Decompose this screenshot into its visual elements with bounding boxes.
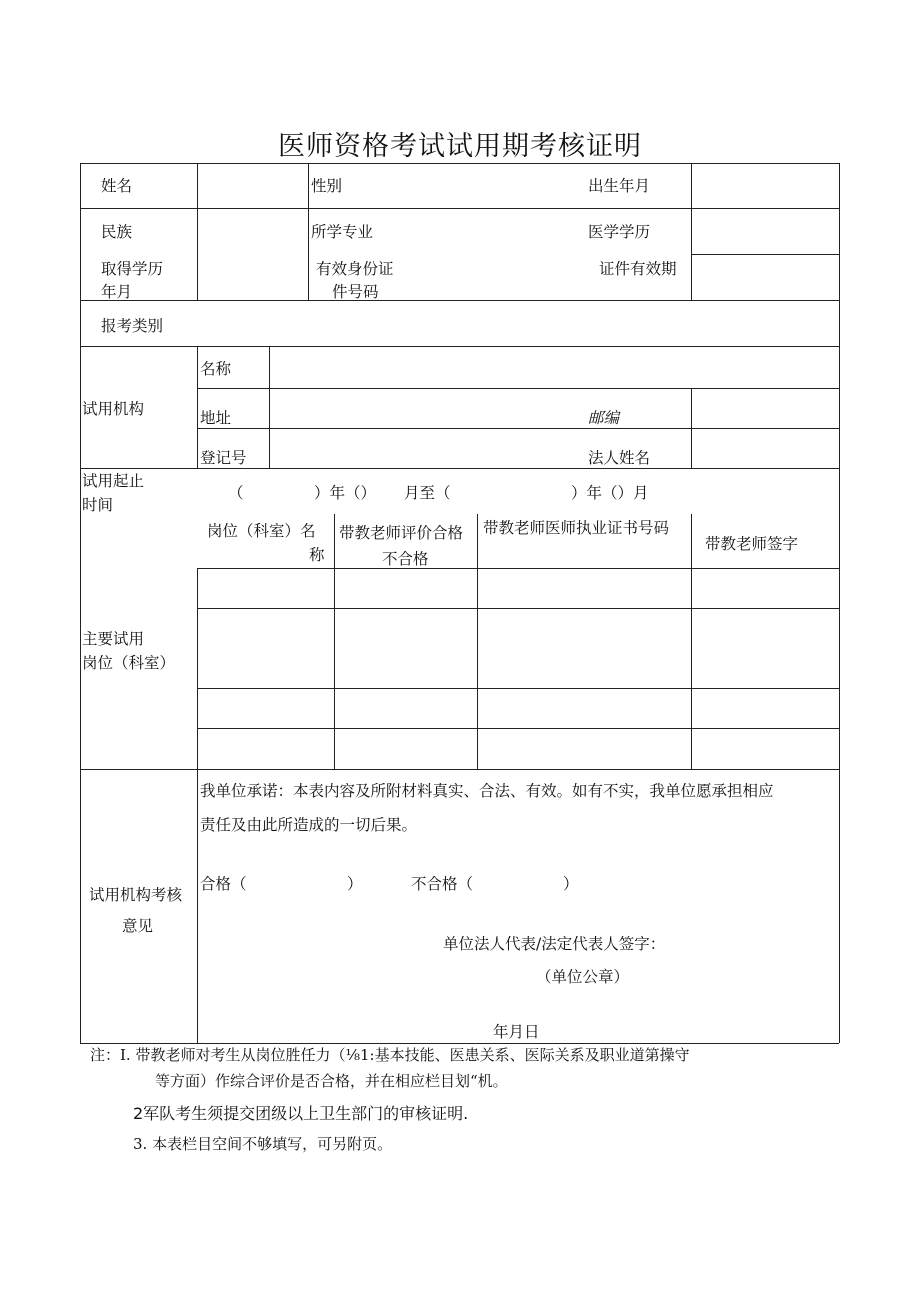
col-sign: 带教老师签字 <box>705 535 799 553</box>
rule <box>80 468 839 469</box>
rule <box>839 163 840 1043</box>
note-1-cont: 等方面）作综合评价是否合格，并在相应栏目划“机。 <box>155 1072 508 1090</box>
rule <box>80 1043 839 1044</box>
period-open: （ <box>228 484 244 502</box>
label-degree-date: 取得学历 <box>101 260 164 278</box>
label-period-2: 时间 <box>82 496 114 514</box>
label-posts-2: 岗位（科室） <box>82 654 176 672</box>
date-label: 年月日 <box>493 1023 540 1041</box>
col-eval-2: 不合格 <box>382 550 429 568</box>
period-to: 月至（ <box>404 484 451 502</box>
rule <box>197 428 839 429</box>
label-degree: 医学学历 <box>588 223 651 241</box>
label-degree-date-2: 年月 <box>101 283 133 301</box>
rule <box>80 163 839 164</box>
rule <box>197 728 839 729</box>
rule <box>80 163 81 1043</box>
label-inst-name: 名称 <box>200 360 232 378</box>
rule <box>197 388 839 389</box>
col-license: 带教老师医师执业证书号码 <box>483 519 670 537</box>
label-name: 姓名 <box>101 177 133 195</box>
rule <box>80 208 839 209</box>
label-posts: 主要试用 <box>82 630 145 648</box>
page-title: 医师资格考试试用期考核证明 <box>278 131 642 162</box>
rule <box>269 346 270 469</box>
signature-label: 单位法人代表/法定代表人签字： <box>443 935 666 953</box>
label-major: 所学专业 <box>311 223 374 241</box>
col-dept: 岗位（科室）名 <box>207 522 316 540</box>
rule <box>80 300 839 301</box>
label-ethnicity: 民族 <box>101 223 133 241</box>
note-2: 2军队考生须提交团级以上卫生部门的审核证明. <box>133 1104 469 1123</box>
period-start: ）年（） <box>314 484 377 502</box>
rule <box>197 568 839 569</box>
col-dept-2: 称 <box>309 546 325 564</box>
label-reg-no: 登记号 <box>200 449 247 467</box>
rule <box>477 514 478 769</box>
rule <box>691 163 692 301</box>
label-opinion-2: 意见 <box>122 917 154 935</box>
label-id-number: 有效身份证 <box>316 260 394 278</box>
rule <box>691 254 839 255</box>
rule <box>197 769 198 1043</box>
label-id-number-2: 件号码 <box>332 283 379 301</box>
rule <box>197 608 839 609</box>
label-inst-address: 地址 <box>200 409 232 427</box>
rule <box>197 163 198 301</box>
seal-label: （单位公章） <box>536 968 630 986</box>
rule <box>691 388 692 469</box>
label-postcode: 邮编 <box>588 409 620 427</box>
label-institution: 试用机构 <box>82 400 145 418</box>
rule <box>80 346 839 347</box>
label-id-valid: 证件有效期 <box>599 260 677 278</box>
label-period: 试用起止 <box>82 472 145 490</box>
fail-close: ） <box>563 875 579 893</box>
label-gender: 性别 <box>311 177 343 195</box>
rule <box>197 688 839 689</box>
note-1: 注：I. 带教老师对考生从岗位胜任力（⅛1:基本技能、医患关系、医际关系及职业道第操守 <box>90 1046 690 1064</box>
pass-close: ） <box>347 875 363 893</box>
pledge-line-2: 责任及由此所造成的一切后果。 <box>200 816 418 834</box>
rule <box>197 346 198 469</box>
note-3: 3. 本表栏目空间不够填写，可另附页。 <box>133 1135 393 1153</box>
rule <box>80 769 839 770</box>
pass-option: 合格（ <box>200 875 247 893</box>
pledge-line-1: 我单位承诺：本表内容及所附材料真实、合法、有效。如有不实，我单位愿承担相应 <box>200 782 774 800</box>
rule <box>308 163 309 301</box>
label-exam-category: 报考类别 <box>101 317 164 335</box>
rule <box>334 514 335 769</box>
rule <box>691 514 692 769</box>
period-end: ）年（）月 <box>571 484 649 502</box>
label-birth: 出生年月 <box>588 177 651 195</box>
col-eval: 带教老师评价合格 <box>339 524 464 542</box>
label-legal-rep: 法人姓名 <box>588 449 651 467</box>
label-opinion: 试用机构考核 <box>89 886 183 904</box>
rule <box>197 568 198 769</box>
fail-option: 不合格（ <box>411 875 474 893</box>
